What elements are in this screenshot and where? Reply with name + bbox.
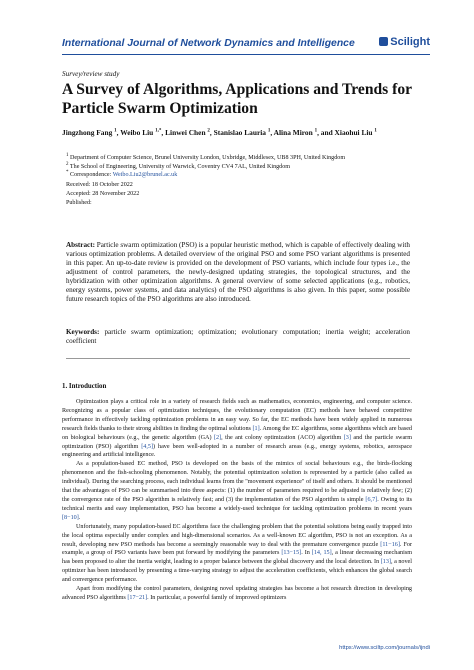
author-name: Linwei Chen — [165, 128, 208, 137]
citation-link[interactable]: [3] — [343, 434, 351, 441]
keywords-text: particle swarm optimization; optimization; evolutionary computation; inertia weight; acceleration coefficient — [66, 328, 410, 346]
correspondence-email-link[interactable]: Weibo.Liu2@brunel.ac.uk — [112, 172, 178, 179]
paragraph-text: . For example, a group of PSO variants have been put forward by modifying the parameters — [62, 541, 412, 557]
paragraph-text: and the particle swarm optimization (PSO) algorithm — [62, 434, 413, 450]
correspondence-label: Correspondence: — [70, 172, 112, 179]
header-rule — [62, 54, 430, 55]
paragraph-text: As a population-based EC method, PSO is developed on the basis of the mimics of social behaviours e.g., the birds-flocking phenomenon and the fish-schooling phenomenon. Notably, the potential optimization solution is represented by a particle (also called as individual). During the searching process, each individual learns from the "movement experience" of itself and others. It should be mentioned that the advantages of PSO can be summarised into three aspects: (1) the number of parameters required to be adjusted is relatively few; (2) the convergence rate of the PSO algorithm is relatively fast; and (3) the implementation of the PSO algorithm is simple — [62, 461, 412, 503]
author-name: Stanislao Lauria — [213, 128, 268, 137]
article-type: Survey/review study — [62, 70, 120, 78]
paragraph — [62, 585, 412, 603]
paragraph-text: , a novel optimizer has been introduced by presenting a time-varying strategy to adjust the acceleration coefficients, which enhances the global search and convergence performance. — [62, 559, 412, 584]
scilight-logo-icon — [379, 37, 388, 46]
citation-link[interactable]: [2] — [214, 434, 222, 441]
affiliation-sup: 2 — [66, 161, 69, 167]
paragraph-text: . In particular, a powerful family of improved optimizers — [147, 594, 287, 601]
author-name: Jingzhong Fang — [62, 128, 115, 137]
paragraph — [62, 523, 412, 585]
paragraph-text: Apart from modifying the control parameters, designing novel updating strategies has become a hot research direction in developing advanced PSO algorithms — [62, 586, 412, 601]
author-name: Alina Miron — [273, 128, 315, 137]
section-heading: 1. Introduction — [62, 383, 107, 390]
keywords — [66, 328, 410, 346]
section-body — [62, 398, 412, 603]
keywords-label: Keywords: — [66, 328, 100, 336]
publisher-logo — [379, 36, 430, 48]
affiliation-sup: 1 — [66, 153, 69, 158]
author-name: Xiaohui Liu — [334, 128, 375, 137]
author-sup: 2 — [207, 128, 210, 134]
abstract-label: Abstract: — [66, 241, 95, 249]
accepted-date: Accepted: 28 November 2022 — [66, 190, 140, 197]
paper-title: A Survey of Algorithms, Applications and Trends for Particle Swarm Optimization — [62, 81, 412, 117]
paragraph-text: . Owing to its technical merits and easy implementation, PSO has become a widely-used technique for tackling optimization problems in recent years — [62, 496, 413, 512]
published-date: Published: — [66, 199, 92, 206]
affiliation-text: Department of Computer Science, Brunel University London, Uxbridge, Middlesex, UB8 3PH, United Kingdom — [70, 155, 346, 162]
correspondence: * Correspondence: Weibo.Liu2@brunel.ac.uk — [66, 170, 178, 179]
author-sup: 1 — [314, 128, 318, 134]
paragraph-text: . In — [301, 550, 312, 557]
citation-link[interactable]: [13] — [380, 559, 391, 566]
author-sup: 1 — [114, 128, 117, 134]
author-sup: 1,* — [155, 128, 162, 134]
abstract — [66, 241, 410, 304]
citation-link[interactable]: [1] — [252, 425, 260, 432]
received-date: Received: 18 October 2022 — [66, 182, 133, 188]
paragraph-text: . Among the EC algorithms, some algorithms which are based on biological behaviours (e.g., the genetic algorithm (GA) — [62, 425, 413, 441]
paragraph-text: . — [78, 514, 81, 521]
citation-link[interactable]: [6,7] — [365, 496, 378, 503]
paragraph-text: , a linear decreasing mechanism has been proposed to alter the inertia weight, leading to a proper balance between the global discovery and the local detection. In — [62, 550, 412, 566]
author-sup: 1 — [267, 128, 271, 134]
citation-link[interactable]: [4,5] — [141, 443, 153, 450]
paragraph-text: ) have been well-adopted in a number of research areas (e.g., energy systems, robotics, aerospace engineering and artificial intelligence. — [62, 443, 412, 459]
journal-title: International Journal of Network Dynamics and Intelligence — [62, 38, 355, 49]
affiliation-text: The School of Engineering, University of Warwick, Coventry CV4 7AL, United Kingdom — [69, 163, 291, 170]
author-list: Jingzhong Fang $^1$, Weibo Liu $^{1,*}$, Linwei Chen $^2$, Stanislao Lauria $^1$, Alina Miron $^1$, and Xiaohui Liu $^1$ — [62, 128, 377, 137]
citation-link[interactable]: [13−15] — [281, 550, 302, 557]
author-name: Weibo Liu — [120, 128, 156, 137]
section-rule — [66, 358, 410, 359]
author-sup: 1 — [374, 128, 377, 134]
paragraph — [62, 460, 412, 522]
abstract-text: Particle swarm optimization (PSO) is a popular heuristic method, which is capable of effectively dealing with various optimization problems. A detailed overview of the original PSO and some PSO variant algorithms is presented in this paper. An up-to-date review is provided on the development of PSO variants, which include four types i.e., the adjustment of control parameters, the newly-designed updating strategies, the topological structures, and the hybridization with other optimization algorithms. A general overview of some selected applications (e.g., robotics, energy systems, power systems, and data analytics) of the PSO algorithms is also given. In this paper, some possible future research topics of the PSO algorithms are also introduced. — [66, 241, 410, 304]
citation-link[interactable]: [11−16] — [380, 541, 400, 548]
paragraph-text: Unfortunately, many population-based EC algorithms face the challenging problem that the potential solutions being easily trapped into the local optima especially under complex and high-dimensional scenarios. As a well-known EC algorithm, PSO is not an exception. As a result, developing new PSO methods has become a seemingly reasonable way to deal with the premature convergence puzzle — [62, 523, 412, 548]
publisher-name: Scilight — [390, 36, 430, 48]
paragraph-text: , the ant colony optimization (ACO) algorithm — [221, 434, 344, 441]
citation-link[interactable]: [8−10] — [62, 514, 79, 521]
citation-link[interactable]: [17−21] — [127, 594, 148, 601]
paragraph-text: Optimization plays a critical role in a variety of research fields such as mathematics, economics, engineering, and computer science. Recognizing as a popular class of optimization techniques, the evolutionary computation (EC) methods have behaved competitive performance in effectively tackling optimization problems in an easy way. So far, the EC methods have been widely applied in numerous research fields thanks to their strong abilities in finding the optimal solutions — [62, 399, 412, 432]
footer-url-link[interactable]: https://www.sciltp.com/journals/ijndi — [339, 645, 430, 651]
article-dates — [66, 181, 139, 208]
citation-link[interactable]: [14, 15] — [311, 550, 332, 557]
paragraph — [62, 398, 412, 460]
